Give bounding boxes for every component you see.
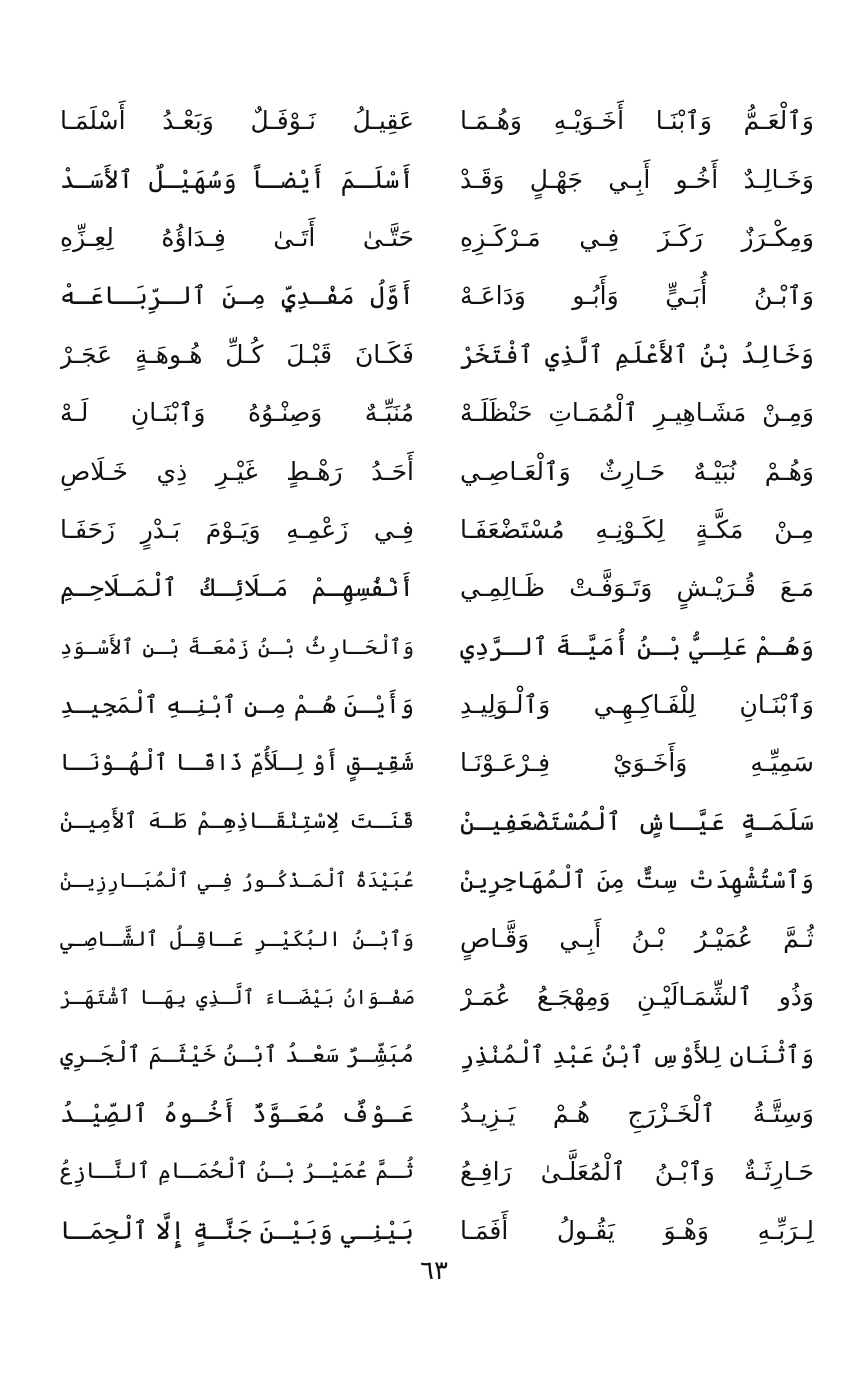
hemistich-left: عَـوْفٌ مُعَـوَّذٌ أَخُـوهُ ٱلصِّيْـدُ	[60, 1098, 414, 1128]
verse-line	[60, 793, 814, 851]
hemistich-left: وَٱبْـنُ البُكَيْـرِ عَـاقِـلُ ٱلشَّـاصِـي	[60, 926, 414, 951]
hemistich-left: فَكَـانَ قَبْـلَ كُـلِّ هُـوهَـةٍ عَجَـرْ	[60, 339, 414, 369]
verse-line	[60, 1201, 814, 1259]
hemistich-right: وَسِتَّـةُ ٱلْخَـزْرَجِ هُـمْ يَـزِيـدُ	[460, 1098, 814, 1128]
verse-line	[60, 1026, 814, 1084]
verse-line	[60, 209, 814, 267]
verse-line	[60, 92, 814, 150]
verse-line	[60, 734, 814, 792]
hemistich-right: وَخَالِدُ بْنُ ٱلأَعْلَمِ ٱلَّذِي ٱفْتَخَرْ	[460, 339, 814, 369]
hemistich-left: مُبَشِّـرٌ سَعْـدُ ٱبْـنُ خَيْثَـمَ ٱلْجَـرِي	[60, 1042, 414, 1069]
hemistich-left: صَفْـوَانُ بَيْضَـاءَ ٱلَّـذِي بِهَـا ٱشْتَهَـرْ	[60, 985, 414, 1010]
hemistich-right: وَمِـنْ مَشَـاهِيـرِ ٱلْمُمَـاتِ حَنْظَلَـهْ	[460, 398, 814, 428]
hemistich-right: مِـنْ مَكَّـةٍ لِكَـوْنِـهِ مُسْتَضْعَفَـا	[460, 514, 814, 544]
verse-line	[60, 150, 814, 208]
hemistich-right: وَهُـمْ عَلِـيُّ بْـنُ أُمَيَّـةَ ٱلـرَّدِي	[460, 631, 814, 661]
hemistich-right: حَـارِثَـةٌ وَٱبْـنُ ٱلْمُعَلَّـىٰ رَافِـعُ	[460, 1157, 814, 1187]
hemistich-left: فِـي زَعْمِـهِ وَيَـوْمَ بَـدْرٍ زَحَفَـا	[60, 514, 414, 544]
hemistich-right: وَمِكْـرَزٌ رَكَـزَ فِـي مَـرْكَـزِهِ	[460, 222, 814, 252]
verse-line	[60, 442, 814, 500]
hemistich-left: وَأَيْـنَ هُـمْ مِـنِ ٱبْنِـهِ ٱلْمَجِيـدِ	[60, 691, 414, 720]
hemistich-right: وَٱثْنَانِ لِلأَوْسِ ٱبْنُ عَبْدِ ٱلْمُنْذِرِ	[460, 1041, 814, 1070]
hemistich-right: لِـرَبِّـهِ وَهْـوَ يَقُـولُ أَفَمَـا	[460, 1215, 814, 1245]
hemistich-right: مَـعَ قُـرَيْـشٍ وَتَـوَفَّـتْ ظَـالِمِـي	[460, 573, 814, 603]
hemistich-right: وَٱبْنَـانِ لِلْفَـاكِـهِـي وَٱلْـوَلِيـدِ	[460, 690, 814, 720]
hemistich-right: وَٱبْـنُ أُبَـيٍّ وَأَبُـو وَدَاعَـهْ	[460, 281, 814, 311]
hemistich-right: وَخَـالِـدٌ أَخُـو أَبِـي جَهْـلٍ وَقَـدْ	[460, 164, 814, 194]
verse-line	[60, 1085, 814, 1143]
hemistich-right: سَلَمَـةٍ عَيَّـاشٍ ٱلْمُسْتَضْعَفِيـنْ	[460, 806, 814, 836]
hemistich-left: قَنَـتَ لِاسْتِنْقَـاذِهِـمْ طَـهَ ٱلأَمِيـنْ	[60, 808, 414, 834]
hemistich-left: ثُـمَّ عُمَيْـرُ بْـنُ ٱلْحُمَـامِ ٱلنَّـازِعُ	[60, 1159, 414, 1185]
hemistich-right: وَهُـمْ نُبَيْـهٌ حَـارِثٌ وَٱلْعَـاصِـي	[460, 456, 814, 486]
verse-line	[60, 267, 814, 325]
verse-line	[60, 968, 814, 1026]
hemistich-left: أَسْلَـمَ أَيْضـاً وَسُهَيْـلٌ ٱلأَسَـدْ	[60, 164, 414, 194]
hemistich-right: سَمِيِّـهِ وَأَخَـوَيْ فِـرْعَـوْنَـا	[460, 748, 814, 778]
verse-line	[60, 618, 814, 676]
verse-line	[60, 1143, 814, 1201]
hemistich-left: حَتَّـىٰ أَتَـىٰ فِـدَاؤُهُ لِعِـزِّهِ	[60, 222, 414, 252]
verse-line	[60, 851, 814, 909]
hemistich-left: شَقِيـقٍ أَوْ لِـلَأُمِّ ذَاقَـا ٱلْهُـوْنَـا	[60, 750, 414, 777]
hemistich-left: بَيْنِـي وَبَيْـنَ جَنَّـةٍ إِلَّا ٱلْحِمَـا	[60, 1215, 414, 1245]
hemistich-left: عُبَيْدَةُ ٱلْمَـذْكُـورُ فِـي ٱلْمُبَـارِزِيـنْ	[60, 868, 414, 893]
verse-line	[60, 676, 814, 734]
verse-line	[60, 909, 814, 967]
verse-line	[60, 559, 814, 617]
hemistich-left: أَوَّلُ مَفْـدِيٍّ مِـنَ ٱلـرِّبَـاعَـهْ	[60, 281, 414, 311]
hemistich-left: أَحَـدُ رَهْـطٍ غَيْـرِ ذِي خَـلَاصِ	[60, 456, 414, 486]
verse-line	[60, 384, 814, 442]
hemistich-right: وَٱسْتُشْهِدَتْ سِتٌّ مِنَ ٱلْمُهَاجِرِينْ	[460, 866, 814, 895]
hemistich-left: وَٱلْحَـارِثُ بْـنُ زَمْعَـةَ بْـنِ ٱلأَسْـوَدِ	[60, 634, 414, 659]
hemistich-left: عَقِيـلُ نَـوْفَـلٌ وَبَعْـدُ أَسْلَمَـا	[60, 106, 414, 136]
page-number: ٦٣	[420, 1256, 448, 1286]
hemistich-right: وَذُو ٱلشِّمَـالَيْـنِ وَمِهْجَـعُ عُمَـرْ	[460, 982, 814, 1012]
verse-line	[60, 501, 814, 559]
hemistich-left: أَنْفُسِهِـمْ مَـلَائِـكُ ٱلْمَـلَاحِـمِ	[60, 573, 414, 603]
hemistich-right: ثُـمَّ عُمَيْـرُ بْـنُ أَبِـي وَقَّـاصٍ	[460, 923, 814, 953]
hemistich-left: مُنَبِّـهٌ وَصِنْـوُهُ وَٱبْنَـانِ لَـهْ	[60, 398, 414, 428]
verse-line	[60, 326, 814, 384]
hemistich-right: وَٱلْعَـمُّ وَٱبْنَـا أَخَـوَيْـهِ وَهُـمَـا	[460, 106, 814, 136]
poem	[60, 92, 814, 1260]
